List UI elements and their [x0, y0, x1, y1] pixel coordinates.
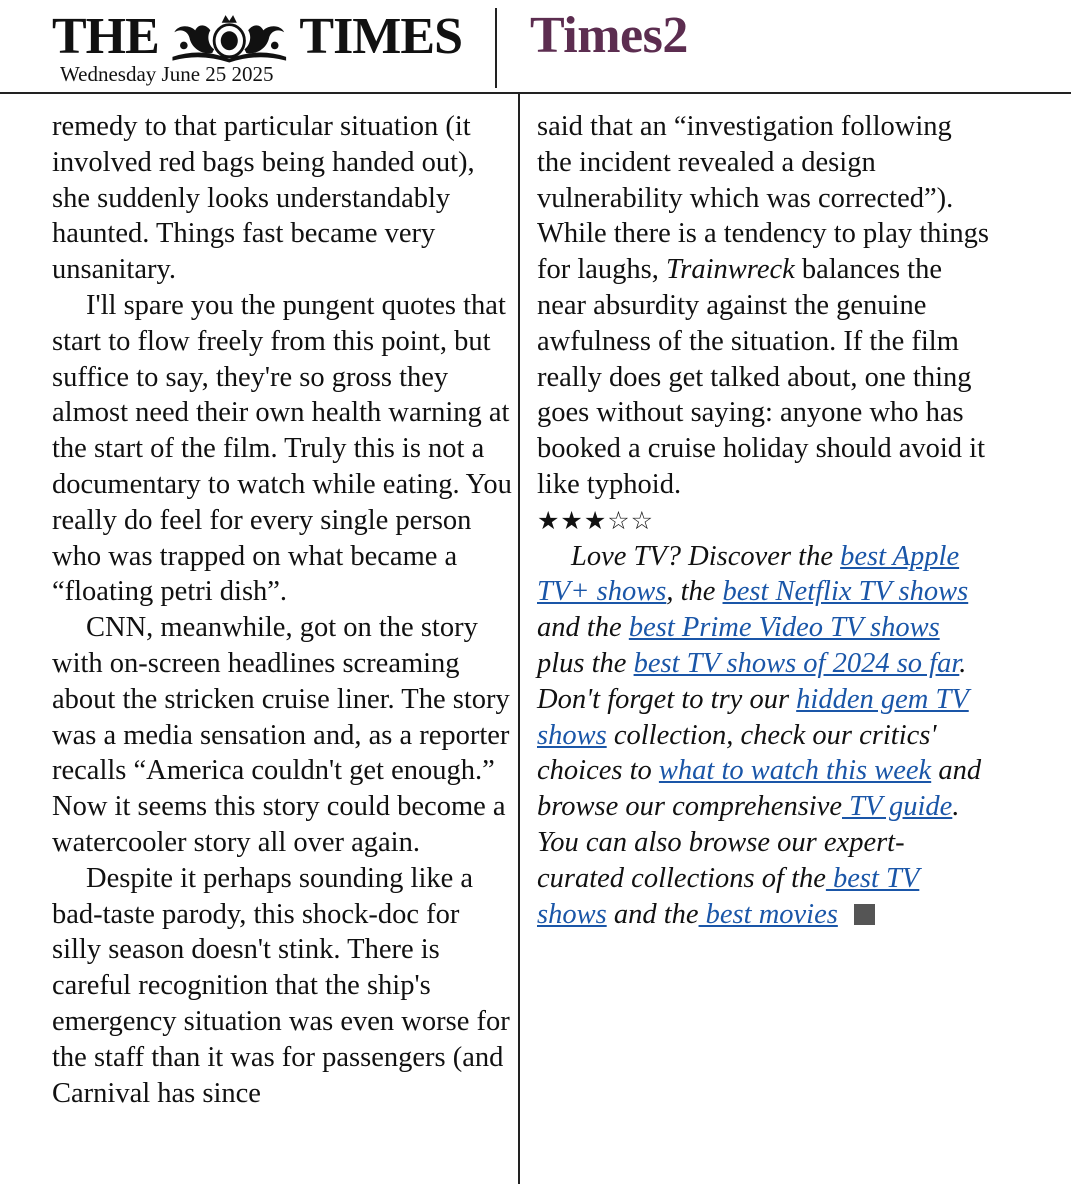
promo-text: and browse our comprehensive [537, 755, 982, 823]
link-best-apple-tv-shows[interactable]: best Apple TV+ shows [537, 540, 960, 608]
paragraph-text: said that an “investigation following the incident revealed a design vulnerability which was corrected”). While there is a tendency to play things for laughs, [537, 111, 989, 286]
masthead-rule [0, 92, 1071, 94]
star-rating: ★★★☆☆ [537, 505, 655, 535]
logo-word-the: THE [52, 7, 159, 65]
promo-text: and the [606, 898, 699, 930]
masthead-divider [495, 8, 497, 88]
link-best-tv-shows-2024[interactable]: best TV shows of 2024 so far [633, 647, 960, 679]
paragraph: Despite it perhaps sounding like a bad-taste parody, this shock-doc for silly season doesn't stink. There is careful recognition that the ship's emergency situation was even worse for the staff than it was for passengers (and Carnival has since [52, 862, 510, 1109]
paragraph: I'll spare you the pungent quotes that start to flow freely from this point, but suffice to say, they're so gross they almost need their own health warning at the start of the film. Truly this is not a documentary to watch while eating. You really do feel for every single person who was trapped on what became a “floating petri dish”. [52, 289, 512, 608]
paragraph: remedy to that particular situation (it involved red bags being handed out), she suddenly looks understandably haunted. Things fast became very unsanitary. [52, 111, 475, 286]
promo-text: and the [537, 612, 629, 644]
film-title: Trainwreck [666, 254, 795, 286]
promo-paragraph [537, 539, 989, 933]
section-title: Times2 [530, 7, 688, 64]
link-tv-guide[interactable]: TV guide [842, 791, 953, 823]
link-hidden-gem-tv-shows[interactable]: hidden gem TV shows [537, 683, 969, 751]
left-column [52, 109, 514, 1111]
link-best-tv-shows[interactable]: best TV shows [537, 862, 920, 930]
royal-crest-icon [163, 8, 296, 64]
the-times-logo [52, 6, 462, 66]
link-what-to-watch-this-week[interactable]: what to watch this week [658, 755, 932, 787]
paragraph: CNN, meanwhile, got on the story with on-screen headlines screaming about the stricken cruise liner. The story was a media sensation and, as a reporter recalls “America couldn't get enough.” Now it seems this story could become a watercooler story all over again. [52, 612, 510, 858]
promo-text: plus the [537, 647, 634, 679]
column-divider [518, 94, 520, 1184]
promo-text: , the [666, 576, 723, 608]
promo-text: collection, check our critics' choices to [537, 719, 937, 787]
end-of-article-mark [854, 904, 875, 925]
promo-text: . You can also browse our expert-curated collections of the [537, 791, 960, 894]
link-best-netflix-tv-shows[interactable]: best Netflix TV shows [722, 576, 969, 608]
paragraph-text: balances the near absurdity against the genuine awfulness of the situation. If the film really does get talked about, one thing goes without saying: anyone who has booked a cruise holiday should avoid it like typhoid. [537, 254, 985, 500]
promo-text: . Don't forget to try our [537, 647, 967, 715]
masthead [0, 0, 1071, 94]
link-best-movies[interactable]: best movies [698, 898, 838, 930]
link-best-prime-video-tv-shows[interactable]: best Prime Video TV shows [628, 612, 940, 644]
paragraph [537, 109, 989, 503]
promo-text: Love TV? Discover the [571, 540, 841, 572]
publication-date: Wednesday June 25 2025 [60, 62, 274, 86]
logo-word-times: TIMES [299, 7, 462, 65]
right-column [537, 109, 989, 932]
